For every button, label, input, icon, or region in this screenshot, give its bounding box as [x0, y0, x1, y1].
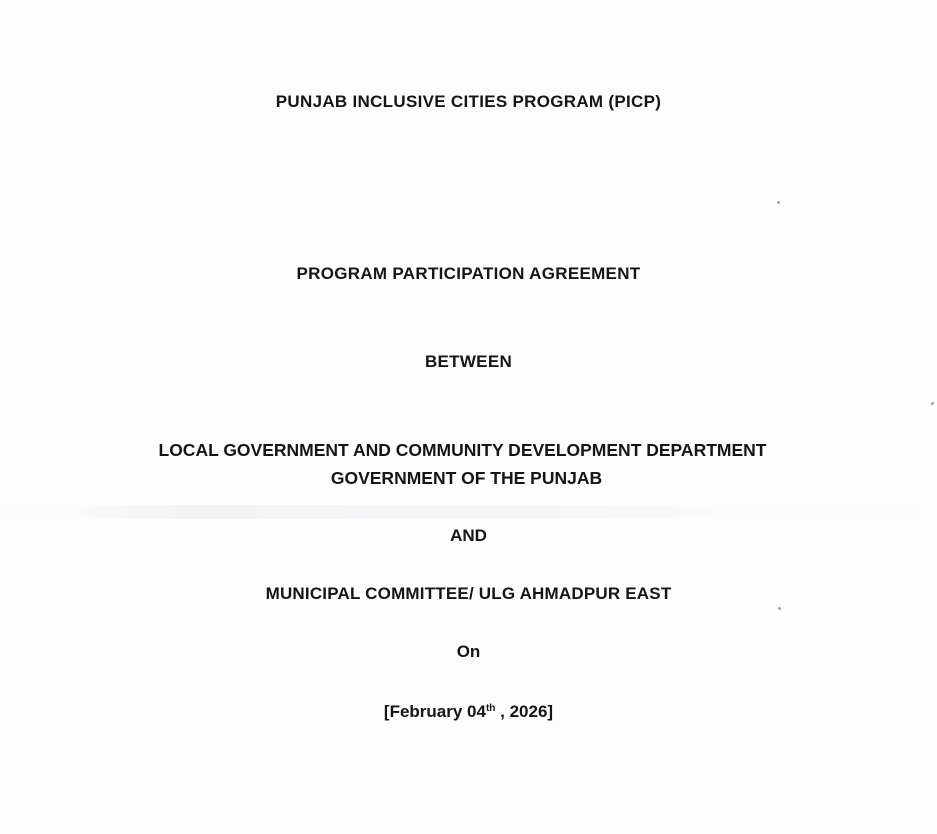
scan-speck — [778, 607, 781, 610]
program-title: PUNJAB INCLUSIVE CITIES PROGRAM (PICP) — [275, 92, 662, 111]
scan-speck — [931, 402, 934, 405]
date-ordinal: th — [485, 703, 496, 714]
on-label: On — [456, 642, 481, 661]
agreement-title: PROGRAM PARTICIPATION AGREEMENT — [296, 264, 641, 283]
date-prefix: [February 04 — [383, 702, 486, 721]
party-one-department: LOCAL GOVERNMENT AND COMMUNITY DEVELOPMENT DEPARTMENT — [158, 440, 767, 460]
scan-smudge — [0, 505, 937, 519]
between-label: BETWEEN — [424, 352, 513, 371]
party-one-government: GOVERNMENT OF THE PUNJAB — [330, 468, 603, 488]
scan-speck — [777, 201, 780, 204]
agreement-date — [0, 702, 937, 722]
party-two: MUNICIPAL COMMITTEE/ ULG AHMADPUR EAST — [265, 584, 672, 603]
date-rest: , 2026] — [495, 702, 554, 721]
and-label: AND — [450, 526, 487, 545]
